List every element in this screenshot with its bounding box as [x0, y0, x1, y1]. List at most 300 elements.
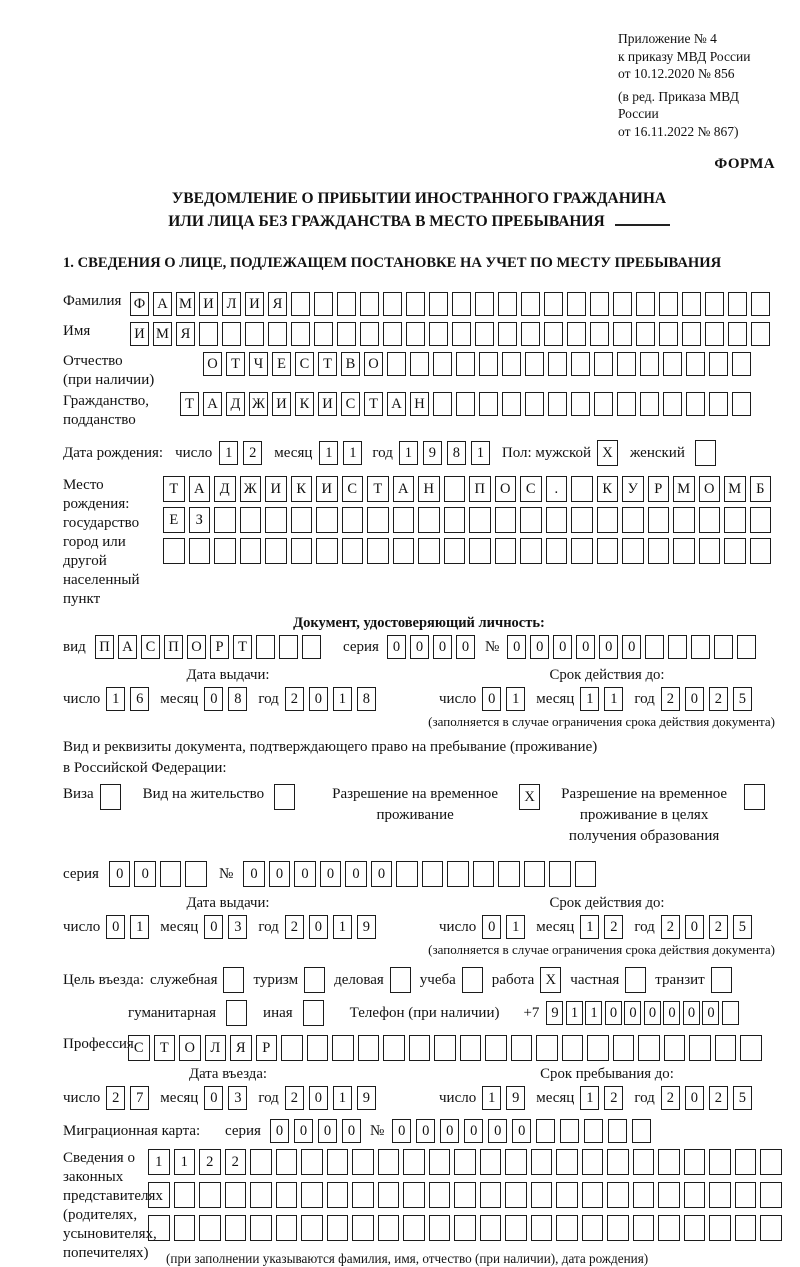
- char-cell[interactable]: [214, 538, 236, 564]
- char-cell[interactable]: [301, 1149, 323, 1175]
- char-cell[interactable]: [495, 507, 517, 533]
- char-cell[interactable]: 2: [199, 1149, 221, 1175]
- char-cell[interactable]: И: [199, 292, 218, 316]
- char-cell[interactable]: Б: [750, 476, 772, 502]
- char-cell[interactable]: [222, 322, 241, 346]
- male-checkbox[interactable]: X: [597, 440, 618, 466]
- char-cell[interactable]: 1: [506, 915, 525, 939]
- char-cell[interactable]: [684, 1215, 706, 1241]
- char-cell[interactable]: 5: [733, 687, 752, 711]
- char-cell[interactable]: [429, 292, 448, 316]
- char-cell[interactable]: 0: [392, 1119, 411, 1143]
- purpose-transit-checkbox[interactable]: [711, 967, 732, 993]
- char-cell[interactable]: [505, 1215, 527, 1241]
- char-cell[interactable]: [410, 352, 429, 376]
- char-cell[interactable]: Т: [226, 352, 245, 376]
- char-cell[interactable]: [536, 1035, 558, 1061]
- char-cell[interactable]: 3: [228, 1086, 247, 1110]
- char-cell[interactable]: [613, 292, 632, 316]
- char-cell[interactable]: [597, 538, 619, 564]
- char-cell[interactable]: 1: [580, 1086, 599, 1110]
- char-cell[interactable]: 1: [566, 1001, 583, 1025]
- char-cell[interactable]: А: [393, 476, 415, 502]
- char-cell[interactable]: [735, 1215, 757, 1241]
- char-cell[interactable]: 0: [683, 1001, 700, 1025]
- char-cell[interactable]: [185, 861, 207, 887]
- char-cell[interactable]: [429, 1182, 451, 1208]
- char-cell[interactable]: [659, 322, 678, 346]
- char-cell[interactable]: 2: [709, 687, 728, 711]
- char-cell[interactable]: [546, 507, 568, 533]
- char-cell[interactable]: 0: [530, 635, 549, 659]
- char-cell[interactable]: [174, 1182, 196, 1208]
- char-cell[interactable]: [433, 392, 452, 416]
- char-cell[interactable]: [452, 322, 471, 346]
- char-cell[interactable]: Т: [367, 476, 389, 502]
- char-cell[interactable]: 0: [309, 1086, 328, 1110]
- char-cell[interactable]: 5: [733, 915, 752, 939]
- char-cell[interactable]: [584, 1119, 603, 1143]
- char-cell[interactable]: [549, 861, 571, 887]
- char-cell[interactable]: 0: [309, 687, 328, 711]
- char-cell[interactable]: [291, 322, 310, 346]
- char-cell[interactable]: [163, 538, 185, 564]
- char-cell[interactable]: [479, 392, 498, 416]
- char-cell[interactable]: [608, 1119, 627, 1143]
- char-cell[interactable]: 1: [580, 687, 599, 711]
- char-cell[interactable]: 0: [599, 635, 618, 659]
- char-cell[interactable]: И: [272, 392, 291, 416]
- char-cell[interactable]: [714, 635, 733, 659]
- char-cell[interactable]: [582, 1182, 604, 1208]
- char-cell[interactable]: И: [265, 476, 287, 502]
- char-cell[interactable]: [536, 1119, 555, 1143]
- char-cell[interactable]: [664, 1035, 686, 1061]
- char-cell[interactable]: [511, 1035, 533, 1061]
- char-cell[interactable]: [444, 507, 466, 533]
- char-cell[interactable]: [342, 507, 364, 533]
- visa-checkbox[interactable]: [100, 784, 121, 810]
- char-cell[interactable]: [265, 538, 287, 564]
- char-cell[interactable]: [582, 1149, 604, 1175]
- char-cell[interactable]: [444, 538, 466, 564]
- char-cell[interactable]: С: [520, 476, 542, 502]
- char-cell[interactable]: [480, 1182, 502, 1208]
- char-cell[interactable]: 1: [580, 915, 599, 939]
- char-cell[interactable]: [460, 1035, 482, 1061]
- char-cell[interactable]: [524, 861, 546, 887]
- char-cell[interactable]: 1: [471, 441, 490, 465]
- char-cell[interactable]: [658, 1149, 680, 1175]
- char-cell[interactable]: [337, 322, 356, 346]
- char-cell[interactable]: [709, 1215, 731, 1241]
- char-cell[interactable]: Л: [205, 1035, 227, 1061]
- char-cell[interactable]: [724, 538, 746, 564]
- char-cell[interactable]: [383, 1035, 405, 1061]
- char-cell[interactable]: 2: [285, 1086, 304, 1110]
- char-cell[interactable]: [199, 1215, 221, 1241]
- char-cell[interactable]: 0: [482, 915, 501, 939]
- char-cell[interactable]: Т: [180, 392, 199, 416]
- char-cell[interactable]: [607, 1182, 629, 1208]
- char-cell[interactable]: [640, 392, 659, 416]
- char-cell[interactable]: 2: [243, 441, 262, 465]
- char-cell[interactable]: 0: [553, 635, 572, 659]
- char-cell[interactable]: [682, 322, 701, 346]
- char-cell[interactable]: 2: [604, 915, 623, 939]
- char-cell[interactable]: [699, 507, 721, 533]
- char-cell[interactable]: [281, 1035, 303, 1061]
- char-cell[interactable]: [587, 1035, 609, 1061]
- char-cell[interactable]: [560, 1119, 579, 1143]
- char-cell[interactable]: [594, 352, 613, 376]
- char-cell[interactable]: [732, 392, 751, 416]
- char-cell[interactable]: [473, 861, 495, 887]
- char-cell[interactable]: 2: [285, 915, 304, 939]
- char-cell[interactable]: С: [128, 1035, 150, 1061]
- char-cell[interactable]: [160, 861, 182, 887]
- char-cell[interactable]: 8: [228, 687, 247, 711]
- char-cell[interactable]: [352, 1149, 374, 1175]
- char-cell[interactable]: [571, 538, 593, 564]
- char-cell[interactable]: С: [341, 392, 360, 416]
- char-cell[interactable]: [597, 507, 619, 533]
- char-cell[interactable]: [544, 292, 563, 316]
- char-cell[interactable]: Р: [648, 476, 670, 502]
- char-cell[interactable]: [454, 1149, 476, 1175]
- char-cell[interactable]: [256, 635, 275, 659]
- residence-permit-checkbox[interactable]: [274, 784, 295, 810]
- char-cell[interactable]: [302, 635, 321, 659]
- char-cell[interactable]: [617, 352, 636, 376]
- char-cell[interactable]: С: [342, 476, 364, 502]
- char-cell[interactable]: [562, 1035, 584, 1061]
- char-cell[interactable]: [750, 538, 772, 564]
- char-cell[interactable]: [225, 1215, 247, 1241]
- char-cell[interactable]: [682, 292, 701, 316]
- char-cell[interactable]: С: [141, 635, 160, 659]
- char-cell[interactable]: [531, 1215, 553, 1241]
- char-cell[interactable]: [475, 322, 494, 346]
- char-cell[interactable]: [429, 1215, 451, 1241]
- char-cell[interactable]: [265, 507, 287, 533]
- char-cell[interactable]: 0: [387, 635, 406, 659]
- char-cell[interactable]: О: [203, 352, 222, 376]
- char-cell[interactable]: [751, 322, 770, 346]
- char-cell[interactable]: [199, 1182, 221, 1208]
- char-cell[interactable]: 1: [219, 441, 238, 465]
- char-cell[interactable]: [342, 538, 364, 564]
- char-cell[interactable]: [314, 292, 333, 316]
- char-cell[interactable]: 1: [506, 687, 525, 711]
- char-cell[interactable]: [367, 538, 389, 564]
- char-cell[interactable]: П: [469, 476, 491, 502]
- char-cell[interactable]: А: [118, 635, 137, 659]
- char-cell[interactable]: [225, 1182, 247, 1208]
- char-cell[interactable]: [735, 1182, 757, 1208]
- char-cell[interactable]: [403, 1149, 425, 1175]
- char-cell[interactable]: [240, 507, 262, 533]
- char-cell[interactable]: 0: [371, 861, 393, 887]
- char-cell[interactable]: 2: [661, 915, 680, 939]
- char-cell[interactable]: 8: [357, 687, 376, 711]
- char-cell[interactable]: 0: [605, 1001, 622, 1025]
- char-cell[interactable]: 0: [512, 1119, 531, 1143]
- char-cell[interactable]: Т: [318, 352, 337, 376]
- char-cell[interactable]: [636, 322, 655, 346]
- char-cell[interactable]: 0: [622, 635, 641, 659]
- char-cell[interactable]: [673, 507, 695, 533]
- char-cell[interactable]: [709, 1149, 731, 1175]
- char-cell[interactable]: 2: [661, 1086, 680, 1110]
- char-cell[interactable]: [332, 1035, 354, 1061]
- char-cell[interactable]: [250, 1149, 272, 1175]
- char-cell[interactable]: [590, 322, 609, 346]
- char-cell[interactable]: 0: [464, 1119, 483, 1143]
- char-cell[interactable]: 0: [702, 1001, 719, 1025]
- char-cell[interactable]: [607, 1215, 629, 1241]
- char-cell[interactable]: 5: [733, 1086, 752, 1110]
- char-cell[interactable]: [502, 352, 521, 376]
- char-cell[interactable]: [174, 1215, 196, 1241]
- char-cell[interactable]: 9: [506, 1086, 525, 1110]
- char-cell[interactable]: 1: [585, 1001, 602, 1025]
- char-cell[interactable]: [668, 635, 687, 659]
- char-cell[interactable]: [301, 1215, 323, 1241]
- char-cell[interactable]: [715, 1035, 737, 1061]
- char-cell[interactable]: [613, 1035, 635, 1061]
- char-cell[interactable]: [571, 392, 590, 416]
- char-cell[interactable]: 1: [319, 441, 338, 465]
- char-cell[interactable]: Р: [256, 1035, 278, 1061]
- char-cell[interactable]: [658, 1182, 680, 1208]
- char-cell[interactable]: [434, 1035, 456, 1061]
- char-cell[interactable]: У: [622, 476, 644, 502]
- char-cell[interactable]: [378, 1149, 400, 1175]
- char-cell[interactable]: 0: [294, 861, 316, 887]
- char-cell[interactable]: [525, 392, 544, 416]
- char-cell[interactable]: [352, 1182, 374, 1208]
- char-cell[interactable]: 0: [685, 915, 704, 939]
- char-cell[interactable]: 0: [482, 687, 501, 711]
- purpose-other-checkbox[interactable]: [303, 1000, 324, 1026]
- char-cell[interactable]: М: [673, 476, 695, 502]
- char-cell[interactable]: [505, 1149, 527, 1175]
- purpose-tourism-checkbox[interactable]: [304, 967, 325, 993]
- char-cell[interactable]: К: [597, 476, 619, 502]
- char-cell[interactable]: [327, 1215, 349, 1241]
- char-cell[interactable]: [240, 538, 262, 564]
- char-cell[interactable]: [709, 352, 728, 376]
- char-cell[interactable]: [633, 1215, 655, 1241]
- char-cell[interactable]: [548, 352, 567, 376]
- char-cell[interactable]: [199, 322, 218, 346]
- char-cell[interactable]: [378, 1182, 400, 1208]
- char-cell[interactable]: [367, 507, 389, 533]
- char-cell[interactable]: [590, 292, 609, 316]
- char-cell[interactable]: [456, 392, 475, 416]
- purpose-study-checkbox[interactable]: [462, 967, 483, 993]
- char-cell[interactable]: [659, 292, 678, 316]
- char-cell[interactable]: Ж: [240, 476, 262, 502]
- purpose-work-checkbox[interactable]: X: [540, 967, 561, 993]
- char-cell[interactable]: 1: [343, 441, 362, 465]
- char-cell[interactable]: [520, 507, 542, 533]
- char-cell[interactable]: П: [164, 635, 183, 659]
- char-cell[interactable]: [684, 1149, 706, 1175]
- char-cell[interactable]: О: [179, 1035, 201, 1061]
- char-cell[interactable]: А: [153, 292, 172, 316]
- char-cell[interactable]: [546, 538, 568, 564]
- char-cell[interactable]: 0: [204, 1086, 223, 1110]
- char-cell[interactable]: 1: [482, 1086, 501, 1110]
- char-cell[interactable]: [418, 507, 440, 533]
- char-cell[interactable]: В: [341, 352, 360, 376]
- char-cell[interactable]: 8: [447, 441, 466, 465]
- char-cell[interactable]: [544, 322, 563, 346]
- char-cell[interactable]: [686, 392, 705, 416]
- char-cell[interactable]: [475, 292, 494, 316]
- char-cell[interactable]: [498, 861, 520, 887]
- char-cell[interactable]: [301, 1182, 323, 1208]
- char-cell[interactable]: [250, 1215, 272, 1241]
- char-cell[interactable]: [709, 1182, 731, 1208]
- char-cell[interactable]: Д: [226, 392, 245, 416]
- char-cell[interactable]: 0: [243, 861, 265, 887]
- char-cell[interactable]: [531, 1149, 553, 1175]
- char-cell[interactable]: 0: [576, 635, 595, 659]
- char-cell[interactable]: [469, 538, 491, 564]
- char-cell[interactable]: 2: [709, 1086, 728, 1110]
- char-cell[interactable]: 1: [174, 1149, 196, 1175]
- char-cell[interactable]: [737, 635, 756, 659]
- char-cell[interactable]: [337, 292, 356, 316]
- char-cell[interactable]: [760, 1215, 782, 1241]
- char-cell[interactable]: [429, 322, 448, 346]
- char-cell[interactable]: [521, 292, 540, 316]
- char-cell[interactable]: Е: [272, 352, 291, 376]
- char-cell[interactable]: И: [318, 392, 337, 416]
- char-cell[interactable]: [735, 1149, 757, 1175]
- char-cell[interactable]: Е: [163, 507, 185, 533]
- char-cell[interactable]: И: [245, 292, 264, 316]
- char-cell[interactable]: 0: [624, 1001, 641, 1025]
- char-cell[interactable]: 0: [433, 635, 452, 659]
- char-cell[interactable]: Т: [163, 476, 185, 502]
- char-cell[interactable]: [456, 352, 475, 376]
- char-cell[interactable]: О: [699, 476, 721, 502]
- char-cell[interactable]: [429, 1149, 451, 1175]
- char-cell[interactable]: 1: [333, 687, 352, 711]
- char-cell[interactable]: [556, 1182, 578, 1208]
- char-cell[interactable]: [686, 352, 705, 376]
- char-cell[interactable]: [383, 322, 402, 346]
- char-cell[interactable]: [276, 1182, 298, 1208]
- char-cell[interactable]: [760, 1182, 782, 1208]
- char-cell[interactable]: [316, 507, 338, 533]
- char-cell[interactable]: Д: [214, 476, 236, 502]
- char-cell[interactable]: О: [187, 635, 206, 659]
- char-cell[interactable]: 2: [106, 1086, 125, 1110]
- char-cell[interactable]: [276, 1149, 298, 1175]
- char-cell[interactable]: М: [724, 476, 746, 502]
- char-cell[interactable]: [663, 392, 682, 416]
- char-cell[interactable]: Л: [222, 292, 241, 316]
- char-cell[interactable]: [684, 1182, 706, 1208]
- char-cell[interactable]: [403, 1182, 425, 1208]
- char-cell[interactable]: 0: [685, 1086, 704, 1110]
- char-cell[interactable]: 0: [109, 861, 131, 887]
- char-cell[interactable]: .: [546, 476, 568, 502]
- char-cell[interactable]: 2: [709, 915, 728, 939]
- char-cell[interactable]: [360, 322, 379, 346]
- char-cell[interactable]: [594, 392, 613, 416]
- char-cell[interactable]: 0: [134, 861, 156, 887]
- char-cell[interactable]: 2: [285, 687, 304, 711]
- char-cell[interactable]: 2: [661, 687, 680, 711]
- char-cell[interactable]: [393, 538, 415, 564]
- char-cell[interactable]: [636, 292, 655, 316]
- char-cell[interactable]: [279, 635, 298, 659]
- char-cell[interactable]: К: [295, 392, 314, 416]
- char-cell[interactable]: П: [95, 635, 114, 659]
- char-cell[interactable]: [352, 1215, 374, 1241]
- char-cell[interactable]: [658, 1215, 680, 1241]
- char-cell[interactable]: 0: [342, 1119, 361, 1143]
- char-cell[interactable]: 0: [507, 635, 526, 659]
- char-cell[interactable]: [291, 292, 310, 316]
- char-cell[interactable]: 0: [320, 861, 342, 887]
- char-cell[interactable]: 6: [130, 687, 149, 711]
- char-cell[interactable]: Я: [230, 1035, 252, 1061]
- char-cell[interactable]: Н: [418, 476, 440, 502]
- char-cell[interactable]: [148, 1215, 170, 1241]
- char-cell[interactable]: 0: [269, 861, 291, 887]
- char-cell[interactable]: [567, 322, 586, 346]
- char-cell[interactable]: [307, 1035, 329, 1061]
- char-cell[interactable]: [393, 507, 415, 533]
- char-cell[interactable]: [699, 538, 721, 564]
- char-cell[interactable]: [189, 538, 211, 564]
- char-cell[interactable]: [709, 392, 728, 416]
- female-checkbox[interactable]: [695, 440, 716, 466]
- temp-residence-checkbox[interactable]: X: [519, 784, 540, 810]
- char-cell[interactable]: 0: [685, 687, 704, 711]
- char-cell[interactable]: 2: [225, 1149, 247, 1175]
- char-cell[interactable]: [327, 1149, 349, 1175]
- char-cell[interactable]: 0: [204, 915, 223, 939]
- purpose-private-checkbox[interactable]: [625, 967, 646, 993]
- char-cell[interactable]: Ж: [249, 392, 268, 416]
- char-cell[interactable]: [521, 322, 540, 346]
- char-cell[interactable]: [498, 322, 517, 346]
- char-cell[interactable]: [728, 292, 747, 316]
- char-cell[interactable]: 0: [456, 635, 475, 659]
- char-cell[interactable]: Ф: [130, 292, 149, 316]
- char-cell[interactable]: 0: [204, 687, 223, 711]
- char-cell[interactable]: 9: [357, 1086, 376, 1110]
- char-cell[interactable]: [691, 635, 710, 659]
- char-cell[interactable]: [607, 1149, 629, 1175]
- char-cell[interactable]: А: [203, 392, 222, 416]
- char-cell[interactable]: [632, 1119, 651, 1143]
- char-cell[interactable]: [452, 292, 471, 316]
- char-cell[interactable]: [245, 322, 264, 346]
- char-cell[interactable]: [750, 507, 772, 533]
- char-cell[interactable]: [314, 322, 333, 346]
- char-cell[interactable]: [406, 292, 425, 316]
- char-cell[interactable]: [751, 292, 770, 316]
